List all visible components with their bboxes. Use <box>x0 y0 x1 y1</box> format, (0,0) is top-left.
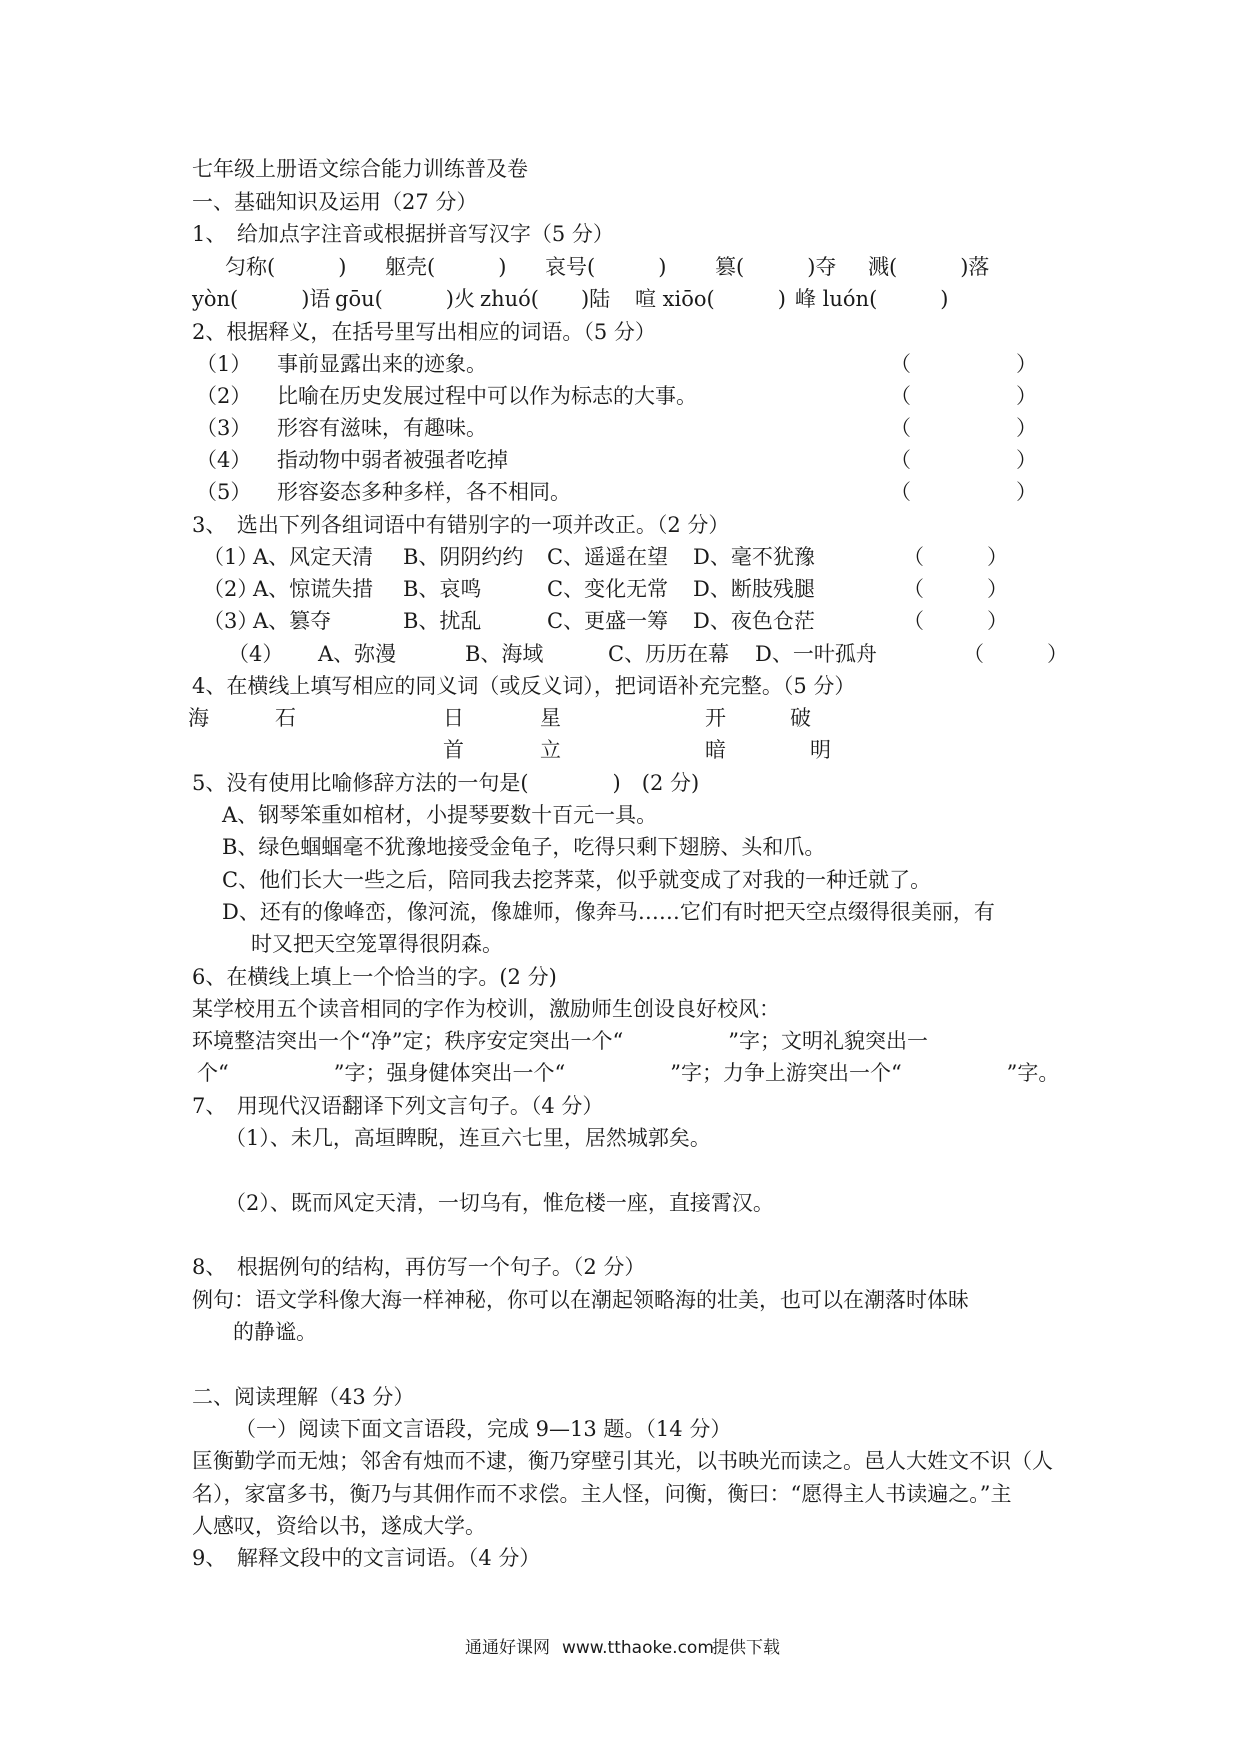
q2-stem-line <box>0 315 1240 349</box>
footer-site: 通通好课网 <box>465 1638 550 1658</box>
q3-stem-line <box>0 508 1240 542</box>
q1-stem-line <box>0 217 1240 251</box>
q2-item <box>0 379 1240 413</box>
q9-stem: 9、 解释文段中的文言词语。（4 分） <box>192 1546 541 1570</box>
section-2-heading: 二、阅读理解（43 分） <box>192 1385 415 1409</box>
answer-blank: （ ） <box>963 642 1068 666</box>
q8-stem: 8、 根据例句的结构，再仿写一个句子。（2 分） <box>192 1255 646 1279</box>
q1-row-2 <box>0 282 1240 316</box>
option-b: B、阴阴约约 <box>403 545 524 569</box>
idiom-char: 暗 <box>705 738 726 762</box>
option-b: B、哀鸣 <box>403 577 482 601</box>
q5-option <box>0 895 1240 929</box>
q1-row-1 <box>0 250 1240 284</box>
answer-blank: （ ） <box>903 609 1008 633</box>
q5-option-continued <box>0 927 1240 961</box>
q1-item: yòn( )语 <box>192 287 331 311</box>
item-number: （2） <box>196 384 252 408</box>
passage-text: 人感叹，资给以书，遂成大学。 <box>192 1514 486 1538</box>
q1-item: 匀称( ) <box>225 255 347 279</box>
section-2-sub-line <box>0 1412 1240 1446</box>
option-c: C、历历在幕 <box>608 642 730 666</box>
q5-stem: 5、没有使用比喻修辞方法的一句是( ) (2 分) <box>192 771 700 795</box>
q3-row <box>0 604 1240 638</box>
q6-stem-line <box>0 960 1240 994</box>
option-c: C、更盛一筹 <box>547 609 669 633</box>
q7-sentence: （2）、既而风定天清，一切乌有，惟危楼一座，直接霄汉。 <box>225 1191 774 1215</box>
option-text: C、他们长大一些之后，陪同我去挖荠菜，似乎就变成了对我的一种迁就了。 <box>222 868 932 892</box>
section-2-subheading: （一）阅读下面文言语段，完成 9—13 题。（14 分） <box>235 1417 732 1441</box>
q2-item <box>0 475 1240 509</box>
answer-blank: （ ） <box>890 384 1037 408</box>
option-a: A、篡夺 <box>253 609 332 633</box>
page-title: 七年级上册语文综合能力训练普及卷 <box>192 157 528 181</box>
q5-option <box>0 830 1240 864</box>
q3-row <box>0 637 1240 671</box>
idiom-char: 星 <box>540 706 561 730</box>
passage-line <box>0 1444 1240 1478</box>
answer-blank: （ ） <box>890 448 1037 472</box>
page-footer <box>0 1633 1240 1663</box>
idiom-char: 日 <box>443 706 464 730</box>
q4-stem: 4、在横线上填写相应的同义词（或反义词），把词语补充完整。（5 分） <box>192 674 856 698</box>
option-a: A、弥漫 <box>318 642 397 666</box>
row-number: （1） <box>203 545 259 569</box>
q6-stem: 6、在横线上填上一个恰当的字。(2 分) <box>192 965 557 989</box>
option-b: B、扰乱 <box>403 609 482 633</box>
section-1-heading-line <box>0 185 1240 219</box>
footer-note: 提供下载 <box>712 1638 780 1658</box>
footer-url[interactable]: www.tthaoke.com <box>562 1638 714 1658</box>
passage-text: 名），家富多书，衡乃与其佣作而不求偿。主人怪，问衡，衡曰：“愿得主人书读遍之。”主 <box>192 1482 1012 1506</box>
q7-stem: 7、 用现代汉语翻译下列文言句子。（4 分） <box>192 1094 604 1118</box>
q1-item: gōu( )火 <box>335 287 475 311</box>
item-text: 形容姿态多种多样，各不相同。 <box>277 480 571 504</box>
answer-blank: （ ） <box>890 480 1037 504</box>
answer-blank: （ ） <box>890 416 1037 440</box>
q1-item: 哀号( ) <box>545 255 667 279</box>
option-a: A、风定天清 <box>253 545 374 569</box>
answer-blank: （ ） <box>903 545 1008 569</box>
option-c: C、变化无常 <box>547 577 669 601</box>
idiom-char: 开 <box>705 706 726 730</box>
item-number: （4） <box>196 448 252 472</box>
q7-sentence: （1）、未几，高垣睥睨，连亘六七里，居然城郭矣。 <box>225 1126 711 1150</box>
q6-text: 个“ ”字；强身健体突出一个“ ”字；力争上游突出一个“ ”字。 <box>197 1061 1060 1085</box>
q2-item <box>0 347 1240 381</box>
row-number: （4） <box>228 642 284 666</box>
option-d: D、毫不犹豫 <box>693 545 815 569</box>
q6-text: 环境整洁突出一个“净”定；秩序安定突出一个“ ”字；文明礼貌突出一 <box>192 1029 928 1053</box>
q5-stem-line <box>0 766 1240 800</box>
passage-line <box>0 1477 1240 1511</box>
q1-item: 喧 xiōo( ) <box>635 287 786 311</box>
option-d: D、夜色仓茫 <box>693 609 815 633</box>
q6-line <box>0 1024 1240 1058</box>
idiom-char: 明 <box>810 738 831 762</box>
option-c: C、遥遥在望 <box>547 545 669 569</box>
q4-stem-line <box>0 669 1240 703</box>
passage-text: 匡衡勤学而无烛；邻舍有烛而不逮，衡乃穿壁引其光，以书映光而读之。邑人大姓文不识（人 <box>192 1449 1053 1473</box>
option-d: D、一叶孤舟 <box>755 642 877 666</box>
option-a: A、惊谎失措 <box>253 577 374 601</box>
page-title-line <box>0 152 1240 186</box>
q4-row-1 <box>0 701 1240 735</box>
q7-item <box>0 1121 1240 1155</box>
q2-stem: 2、根据释义，在括号里写出相应的词语。（5 分） <box>192 320 656 344</box>
option-text: A、钢琴笨重如棺材，小提琴要数十百元一具。 <box>222 803 658 827</box>
q4-row-2 <box>0 733 1240 767</box>
q1-item: 篡( )夺 <box>715 255 837 279</box>
q1-item: 溅( )落 <box>868 255 990 279</box>
option-d: D、断肢残腿 <box>693 577 815 601</box>
item-number: （3） <box>196 416 252 440</box>
q5-option <box>0 863 1240 897</box>
q8-example-line <box>0 1283 1240 1317</box>
idiom-char: 首 <box>443 738 464 762</box>
idiom-char: 破 <box>790 706 811 730</box>
q2-item <box>0 411 1240 445</box>
q6-text: 某学校用五个读音相同的字作为校训，激励师生创设良好校风： <box>192 997 780 1021</box>
idiom-char: 立 <box>540 738 561 762</box>
option-text: 时又把天空笼罩得很阴森。 <box>251 932 503 956</box>
q3-row <box>0 540 1240 574</box>
q8-stem-line <box>0 1250 1240 1284</box>
q2-item <box>0 443 1240 477</box>
q3-row <box>0 572 1240 606</box>
section-2-heading-line <box>0 1380 1240 1414</box>
answer-blank: （ ） <box>890 352 1037 376</box>
item-text: 事前显露出来的迹象。 <box>277 352 487 376</box>
q8-example-line <box>0 1315 1240 1349</box>
q9-stem-line <box>0 1541 1240 1575</box>
q1-item: 峰 luón( ) <box>795 287 949 311</box>
q7-stem-line <box>0 1089 1240 1123</box>
row-number: （3） <box>203 609 259 633</box>
q6-line <box>0 1056 1240 1090</box>
item-text: 形容有滋味，有趣味。 <box>277 416 487 440</box>
q3-stem: 3、 选出下列各组词语中有错别字的一项并改正。（2 分） <box>192 513 730 537</box>
row-number: （2） <box>203 577 259 601</box>
item-number: （1） <box>196 352 252 376</box>
q8-example: 的静谧。 <box>233 1320 317 1344</box>
q7-item <box>0 1186 1240 1220</box>
item-text: 比喻在历史发展过程中可以作为标志的大事。 <box>277 384 697 408</box>
item-number: （5） <box>196 480 252 504</box>
idiom-char: 石 <box>275 706 296 730</box>
idiom-char: 海 <box>188 706 209 730</box>
q5-option <box>0 798 1240 832</box>
q1-item: zhuó( )陆 <box>480 287 611 311</box>
option-text: D、还有的像峰峦，像河流，像雄师，像奔马……它们有时把天空点缀得很美丽，有 <box>222 900 995 924</box>
option-b: B、海域 <box>465 642 544 666</box>
section-1-heading: 一、基础知识及运用（27 分） <box>192 190 478 214</box>
passage-line <box>0 1509 1240 1543</box>
answer-blank: （ ） <box>903 577 1008 601</box>
item-text: 指动物中弱者被强者吃掉 <box>277 448 508 472</box>
q1-stem: 1、 给加点字注音或根据拼音写汉字（5 分） <box>192 222 614 246</box>
q1-item: 躯壳( ) <box>385 255 507 279</box>
q6-line <box>0 992 1240 1026</box>
q8-example: 例句：语文学科像大海一样神秘，你可以在潮起领略海的壮美，也可以在潮落时体昧 <box>192 1288 969 1312</box>
option-text: B、绿色蝈蝈毫不犹豫地接受金龟子，吃得只剩下翅膀、头和爪。 <box>222 835 826 859</box>
